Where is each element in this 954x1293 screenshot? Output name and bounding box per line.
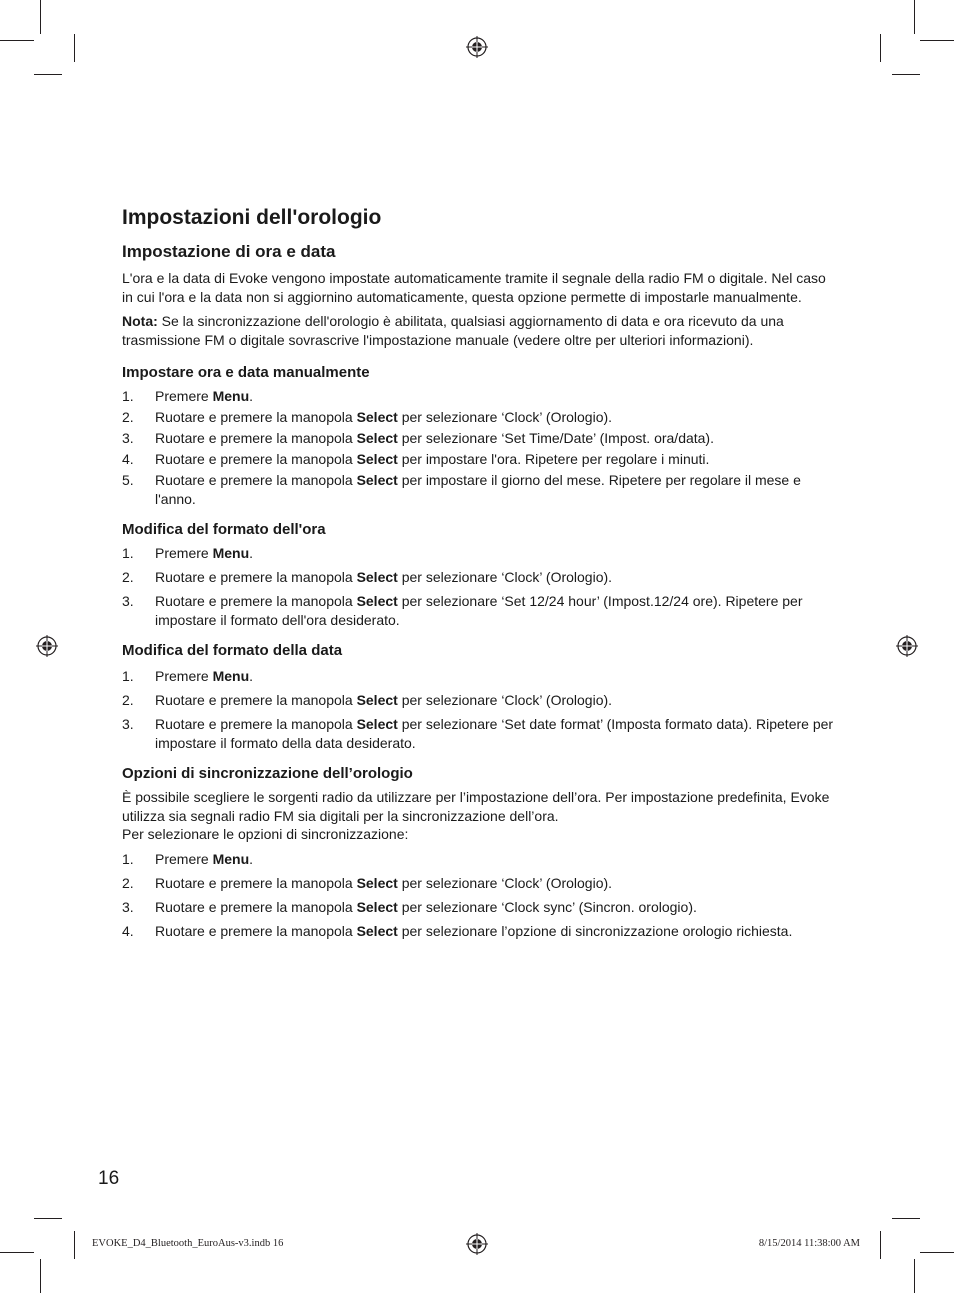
page-content [122, 204, 834, 952]
sync-steps [122, 850, 834, 941]
time-format-steps [122, 544, 834, 629]
slug-filename: EVOKE_D4_Bluetooth_EuroAus-v3.indb 16 [92, 1238, 284, 1249]
list-item: 4. Ruotare e premere la manopola Select per impostare l'ora. Ripetere per regolare i minuti. [122, 451, 710, 467]
list-item: 5. Ruotare e premere la manopola Select per impostare il giorno del mese. Ripetere per regolare il mese e l'anno. [122, 472, 801, 507]
list-item: 4. Ruotare e premere la manopola Select per selezionare l’opzione di sincronizzazione orologio richiesta. [122, 922, 793, 939]
note-paragraph [122, 312, 834, 349]
note-label: Nota: [122, 313, 158, 329]
intro-paragraph: L'ora e la data di Evoke vengono impostate automaticamente tramite il segnale della radio FM o digitale. Nel caso in cui l'ora e la data non si aggiornino automaticamente, questa opzione permette di impostarle manualmente. [122, 270, 826, 305]
list-item: 2. Ruotare e premere la manopola Select per selezionare ‘Clock’ (Orologio). [122, 692, 613, 708]
list-item: 1. Premere Menu. [122, 545, 254, 561]
section-heading-time-date: Impostazione di ora e data [122, 242, 336, 261]
list-item: 2. Ruotare e premere la manopola Select per selezionare ‘Clock’ (Orologio). [122, 569, 613, 585]
list-item: 3. Ruotare e premere la manopola Select per selezionare ‘Clock sync’ (Sincron. orologio). [122, 898, 697, 915]
registration-mark-icon [466, 1233, 488, 1255]
subheading-sync: Opzioni di sincronizzazione dell’orologio [122, 765, 413, 782]
list-item: 1. Premere Menu. [122, 850, 254, 867]
registration-mark-icon [896, 635, 918, 657]
note-text: Se la sincronizzazione dell'orologio è abilitata, qualsiasi aggiornamento di data e ora ricevuto da una trasmissione FM o digitale sovrascrive l'impostazione manuale (vedere oltre per ulteriori informazioni). [122, 313, 784, 348]
date-format-steps [122, 667, 834, 752]
list-item: 3. Ruotare e premere la manopola Select per selezionare ‘Set 12/24 hour’ (Impost.12/24 ore). Ripetere per impostare il formato dell'ora desiderato. [122, 593, 803, 628]
list-item: 3. Ruotare e premere la manopola Select per selezionare ‘Set date format’ (Imposta formato data). Ripetere per impostare il formato della data desiderato. [122, 716, 834, 751]
registration-mark-icon [36, 635, 58, 657]
list-item: 1. Premere Menu. [122, 668, 254, 684]
list-item: 2. Ruotare e premere la manopola Select per selezionare ‘Clock’ (Orologio). [122, 874, 613, 891]
slug-timestamp: 8/15/2014 11:38:00 AM [758, 1238, 860, 1249]
subheading-manual: Impostare ora e data manualmente [122, 364, 370, 381]
page-number: 16 [98, 1168, 120, 1189]
sync-intro: È possibile scegliere le sorgenti radio da utilizzare per l’impostazione dell’ora. Per impostazione predefinita, Evoke utilizza sia segnali radio FM sia digitali per la sincronizzazione dell’ora. [122, 789, 830, 824]
list-item: 3. Ruotare e premere la manopola Select per selezionare ‘Set Time/Date’ (Impost. ora/data). [122, 430, 714, 446]
subheading-time-format: Modifica del formato dell'ora [122, 521, 326, 538]
list-item: 2. Ruotare e premere la manopola Select per selezionare ‘Clock’ (Orologio). [122, 409, 613, 425]
subheading-date-format: Modifica del formato della data [122, 642, 343, 659]
page-title: Impostazioni dell'orologio [122, 206, 382, 229]
list-item: 1. Premere Menu. [122, 388, 254, 404]
sync-lead: Per selezionare le opzioni di sincronizzazione: [122, 826, 409, 842]
manual-steps [122, 387, 834, 508]
registration-mark-icon [466, 36, 488, 58]
